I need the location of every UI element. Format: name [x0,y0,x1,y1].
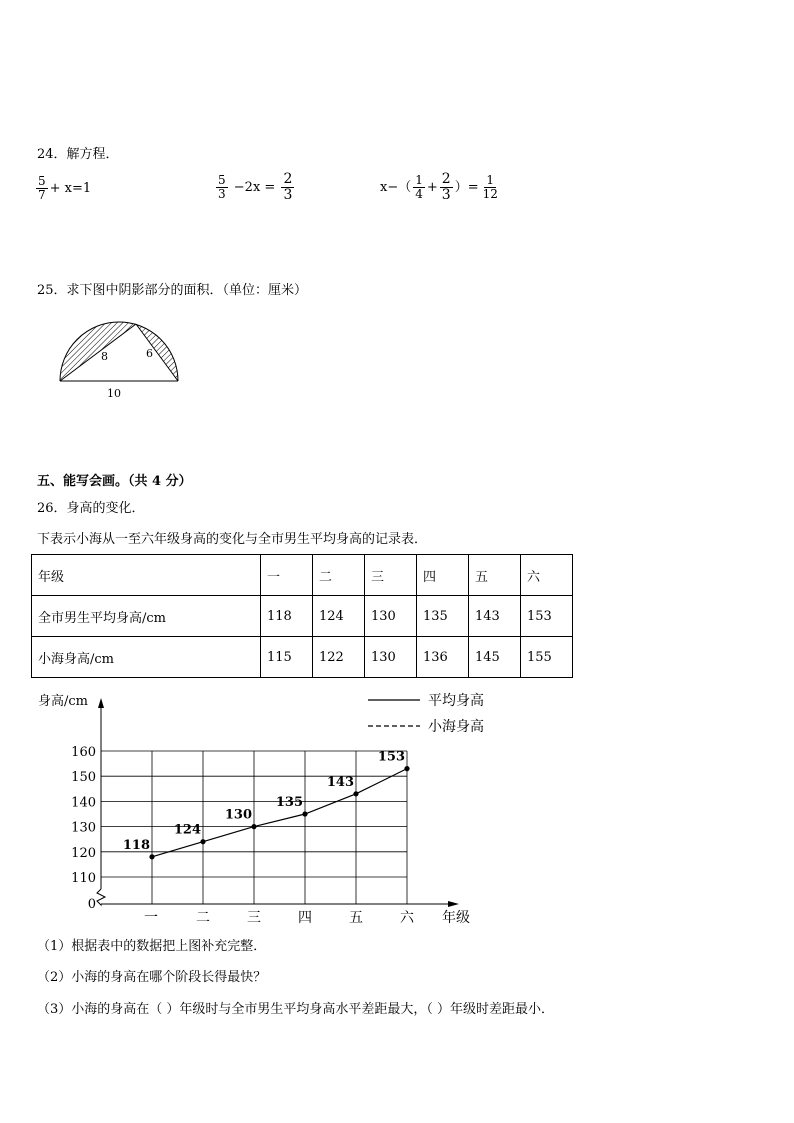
y-tick-labels [71,745,96,912]
q24-equation-3: x−（ $\frac{1}{4}$ + $\frac{2}{3}$ ）= $\frac{1}{12}$ [380,171,498,203]
y-tick-label: 160 [71,745,96,760]
table-cell: 四 [417,555,469,596]
height-line-chart [28,688,498,933]
table-header-row [32,555,573,596]
y-tick-label: 110 [71,871,96,886]
table-row [32,637,573,678]
label-6: 6 [146,347,153,360]
x-axis-arrow [448,901,459,907]
x-axis-label: 年级 [442,910,470,926]
data-label: 130 [224,807,252,823]
data-label: 118 [122,837,150,853]
y-tick-label: 150 [71,770,96,786]
table-cell: 全市男生平均身高/cm [32,596,261,637]
axis-break-mark [97,889,105,905]
data-label: 143 [326,774,354,790]
q26-description: 下表示小海从一至六年级身高的变化与全市男生平均身高的记录表． [37,532,428,547]
table-cell: 一 [261,555,313,596]
q26-sub-1: （1）根据表中的数据把上图补充完整． [37,939,267,954]
series-line-平均身高 [152,769,407,857]
table-cell: 130 [365,596,417,637]
table-cell: 小海身高/cm [32,637,261,678]
data-point [404,766,409,771]
chart-series [123,750,410,860]
table-cell: 六 [521,555,573,596]
table-cell: 二 [313,555,365,596]
table-cell: 122 [313,637,365,678]
x-tick-label: 一 [144,910,158,926]
table-cell: 118 [261,596,313,637]
table-cell: 五 [469,555,521,596]
q26-sub-3: （3）小海的身高在（ ）年级时与全市男生平均身高水平差距最大，（ ）年级时差距最小． [37,1002,555,1017]
table-cell: 135 [417,596,469,637]
table-cell: 三 [365,555,417,596]
semicircle-figure [52,314,192,402]
label-8: 8 [101,350,108,363]
x-tick-labels [144,910,415,926]
legend-label: 小海身高 [428,719,484,735]
data-point [353,791,358,796]
data-point [200,839,205,844]
y-axis-arrow [98,698,104,708]
data-label: 135 [275,795,303,810]
fraction: $\frac{5}{7}$ [38,174,46,202]
q25-title: 25．求下图中阴影部分的面积．（单位：厘米） [37,283,308,298]
x-tick-label: 二 [196,910,210,926]
table-cell: 130 [365,637,417,678]
q24-title: 24．解方程． [37,147,119,162]
table-cell: 124 [313,596,365,637]
table-cell: 115 [261,637,313,678]
data-point [251,824,256,829]
table-cell: 143 [469,596,521,637]
x-tick-label: 四 [298,910,312,926]
y-axis-label: 身高/cm [38,694,88,709]
x-tick-label: 五 [349,910,363,926]
label-10: 10 [107,387,121,400]
section-title: 五、能写会画。（共 4 分） [37,474,192,489]
q26-title: 26．身高的变化． [37,501,145,516]
table-cell: 年级 [32,555,261,596]
data-label: 124 [173,822,201,838]
table-row [32,596,573,637]
legend-label: 平均身高 [428,693,484,709]
x-tick-label: 六 [400,910,414,926]
table-cell: 136 [417,637,469,678]
y-tick-label: 120 [71,845,96,861]
data-point [149,854,154,859]
q24-equation-1: $\frac{5}{7}$ + x=1 [38,174,92,202]
y-tick-label: 0 [87,897,96,912]
q26-sub-2: （2）小海的身高在哪个阶段长得最快？ [37,970,267,985]
table-cell: 153 [521,596,573,637]
q24-equation-2: $\frac{5}{3}$ −2x = $\frac{2}{3}$ [218,171,293,203]
table-cell: 145 [469,637,521,678]
data-point [302,811,307,816]
table-cell: 155 [521,637,573,678]
height-record-table [31,554,573,678]
x-tick-label: 三 [247,910,261,926]
data-label: 153 [377,749,405,765]
chart-legend [368,692,484,735]
y-tick-label: 140 [71,795,96,811]
y-tick-label: 130 [71,820,96,836]
